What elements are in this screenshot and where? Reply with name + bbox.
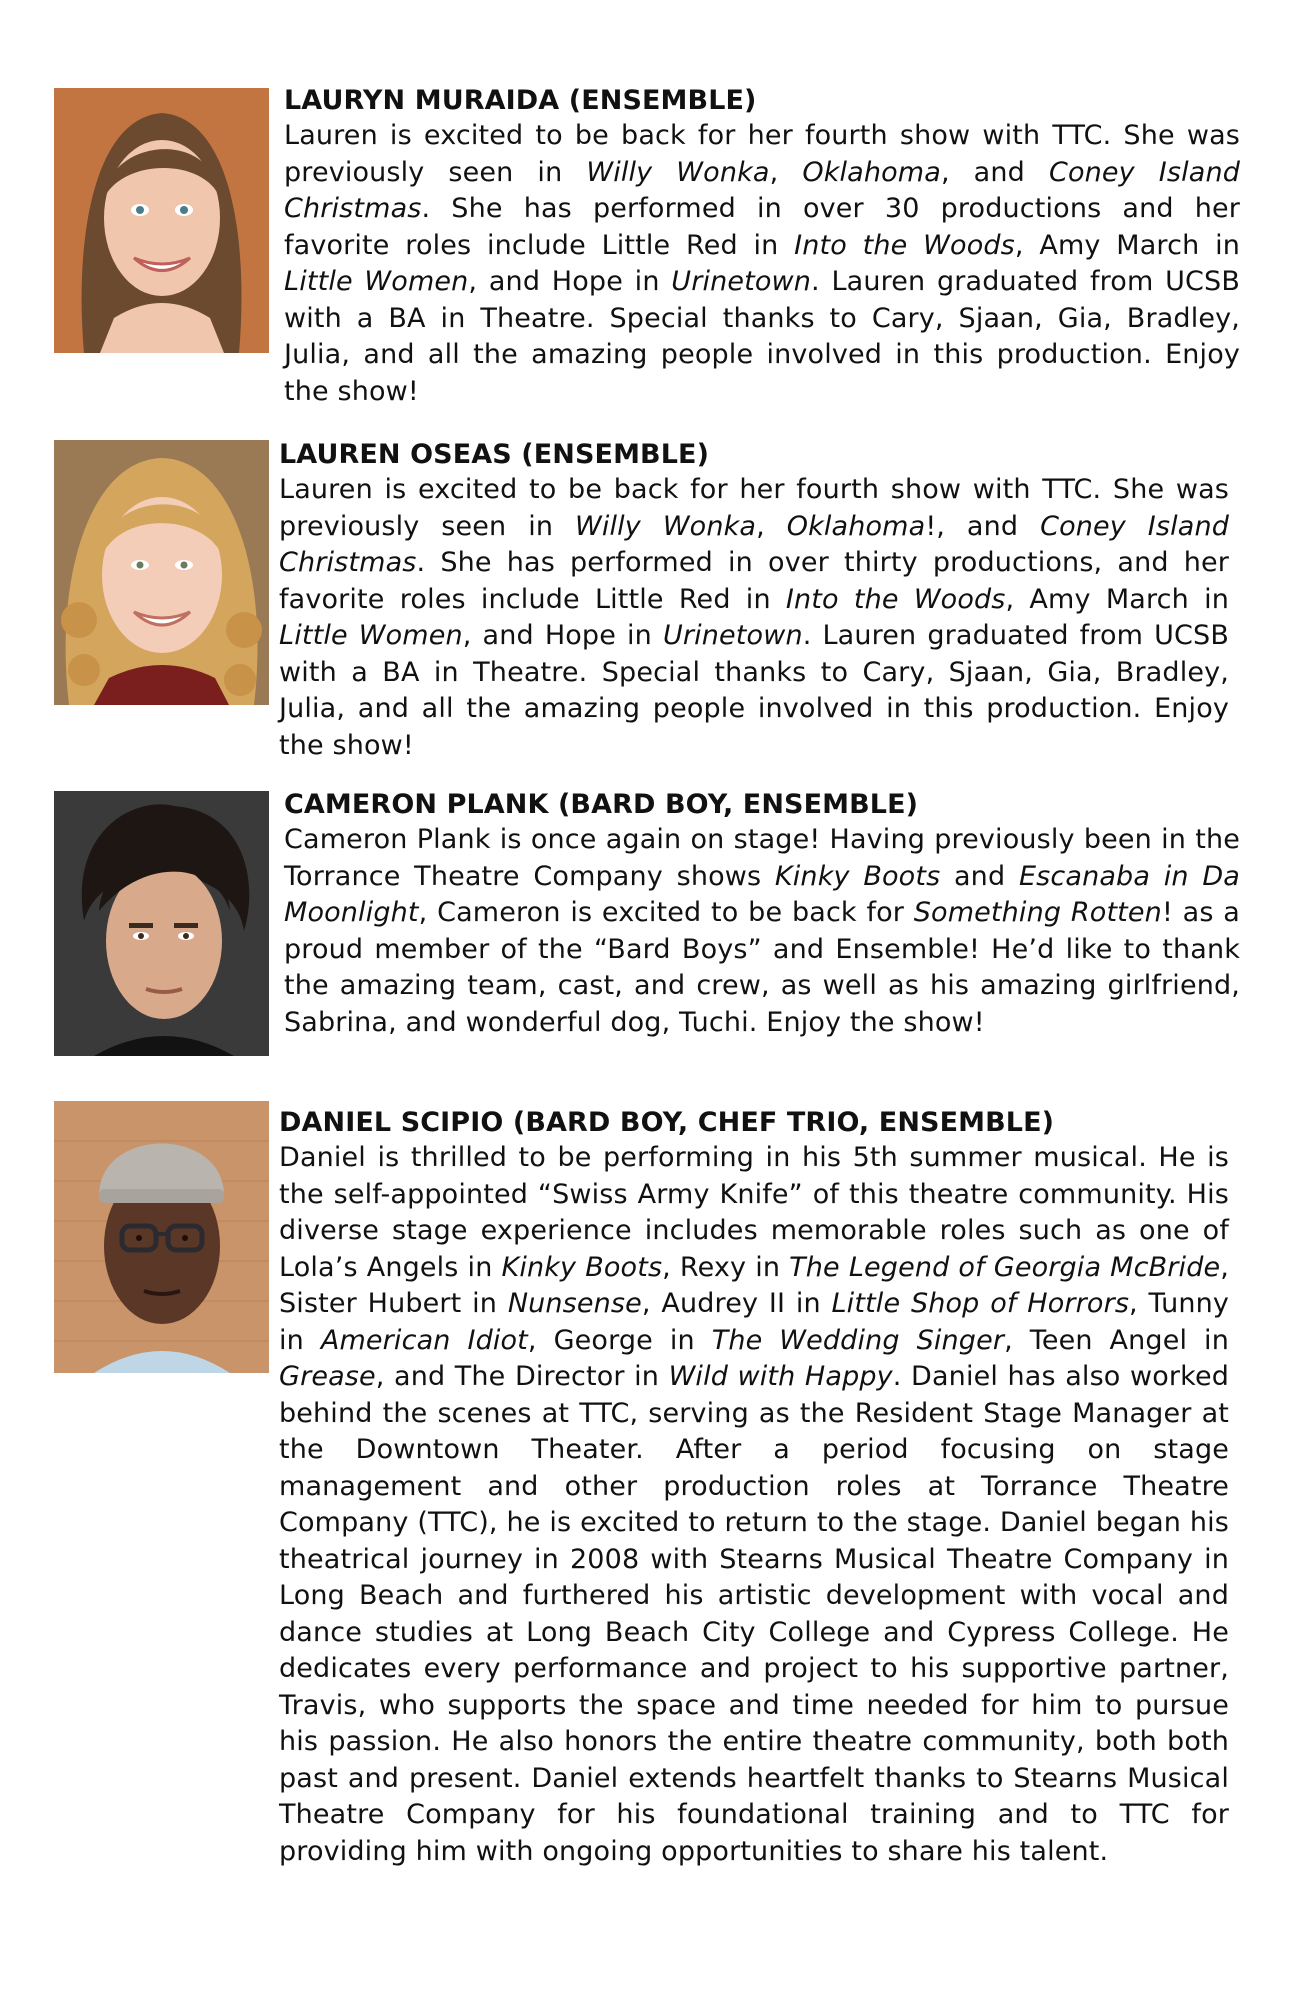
bio-text-run: ! as a proud member of the “Bard Boys” and Ensemble! He’d like to thank the amazing team, cast, and crew, as well as his amazing girlfriend, Sabrina, and wonderful dog, Tuchi. Enjoy the show! [284, 897, 1240, 1038]
bio-text-run: , Tunny in [279, 1288, 1229, 1356]
bio-text-run: . She has performed in over 30 productions and her favorite roles include Little Red in [284, 193, 1240, 261]
show-title: Coney Island Christmas [279, 510, 1230, 578]
bio-text-run: , Sister Hubert in [279, 1251, 1229, 1319]
bio-text-run: , and Hope in [468, 266, 672, 297]
bio-name: DANIEL SCIPIO (BARD BOY, CHEF TRIO, ENSEMBLE) [279, 1107, 1055, 1138]
bio-text-run: . Lauren graduated from UCSB with a BA in Theatre. Special thanks to Cary, Sjaan, Gia, Bradley, Julia, and all the amazing people involved in this production. Enjoy the show! [284, 266, 1240, 407]
bio-text-run: , Amy March in [1005, 583, 1229, 615]
headshot-photo-daniel [54, 1101, 269, 1373]
bio-name: LAURYN MURAIDA (ENSEMBLE) [284, 85, 757, 116]
show-title: Oklahoma [802, 156, 941, 188]
bio-name: CAMERON PLANK (BARD BOY, ENSEMBLE) [284, 789, 919, 820]
show-title: Escanaba in Da Moonlight [284, 860, 1240, 928]
show-title: Into the Woods [785, 583, 1006, 615]
bio-text-run: and [940, 860, 1019, 892]
show-title: Kinky Boots [501, 1251, 663, 1283]
bio-text [284, 822, 1240, 1041]
bio-text-run: , and Hope in [462, 620, 663, 651]
show-title: Into the Woods [794, 229, 1015, 261]
headshot-woman-icon [54, 88, 269, 353]
bio-text-run: , Rexy in [662, 1251, 790, 1283]
show-title: The Wedding Singer [711, 1324, 1005, 1356]
bio-text-run: . Lauren graduated from UCSB with a BA in Theatre. Special thanks to Cary, Sjaan, Gia, Bradley, Julia, and all the amazing people involved in this production. Enjoy the show! [279, 620, 1229, 761]
bio-text [284, 118, 1240, 410]
show-title: The Legend of Georgia McBride [789, 1251, 1221, 1283]
bio-text [279, 472, 1229, 764]
bio-text-run: , Amy March in [1014, 229, 1240, 261]
show-title: Willy Wonka [575, 510, 757, 542]
headshot-photo-lauryn [54, 88, 269, 353]
bio-name: LAUREN OSEAS (ENSEMBLE) [279, 439, 710, 470]
bio-text-run: Lauren is excited to be back for her fourth show with TTC. She was previously seen in [284, 120, 1240, 188]
headshot-man-icon [54, 791, 269, 1056]
bio-text-run: . She has performed in over thirty productions, and her favorite roles include Little Red in [279, 547, 1229, 615]
show-title: Coney Island Christmas [284, 156, 1240, 224]
headshot-woman-icon [54, 440, 269, 705]
show-title: Oklahoma [786, 510, 926, 542]
show-title: Grease [279, 1361, 376, 1392]
show-title: Little Shop of Horrors [831, 1288, 1130, 1319]
show-title: Willy Wonka [586, 156, 770, 188]
show-title: Nunsense [507, 1288, 642, 1319]
show-title: Little Women [284, 266, 469, 297]
bio-text-run: , [756, 510, 787, 542]
bio-text-run: , George in [527, 1324, 712, 1356]
bio-text-run: . Daniel has also worked behind the scenes at TTC, serving as the Resident Stage Manager at the Downtown Theater. After a period focusing on stage management and other production roles at Torrance Theatre Company (TTC), he is excited to return to the stage. Daniel began his theatrical journey in 2008 with Stearns Musical Theatre Company in Long Beach and furthered his artistic development with vocal and dance studies at Long Beach City College and Cypress College. He dedicates every performance and project to his supportive partner, Travis, who supports the space and time needed for him to pursue his passion. He also honors the entire theatre community, both both past and present. Daniel extends heartfelt thanks to Stearns Musical Theatre Company for his foundational training and to TTC for providing him with ongoing opportunities to share his talent. [279, 1361, 1229, 1867]
bio-text-run: , [769, 156, 803, 188]
bio-text-run: , and [940, 156, 1049, 188]
headshot-man-icon [54, 1101, 269, 1373]
show-title: Something Rotten [913, 897, 1162, 928]
bio-text-run: , Teen Angel in [1004, 1324, 1229, 1356]
show-title: Kinky Boots [774, 860, 941, 892]
bio-text-run: , Cameron is excited to be back for [418, 897, 914, 928]
bio-text-run: , Audrey II in [641, 1288, 832, 1319]
headshot-photo-cameron [54, 791, 269, 1056]
show-title: American Idiot [320, 1324, 528, 1356]
show-title: Little Women [279, 620, 463, 651]
bio-text-run: !, and [925, 510, 1041, 542]
show-title: Urinetown [671, 266, 812, 297]
bio-text-run: Cameron Plank is once again on stage! Having previously been in the Torrance Theatre Company shows [284, 824, 1240, 892]
bio-text-run: Lauren is excited to be back for her fourth show with TTC. She was previously seen in [279, 474, 1229, 542]
show-title: Urinetown [662, 620, 803, 651]
show-title: Wild with Happy [668, 1361, 893, 1392]
headshot-photo-lauren [54, 440, 269, 705]
bio-text [279, 1140, 1229, 1870]
bio-text-run: , and The Director in [375, 1361, 669, 1392]
bio-text-run: Daniel is thrilled to be performing in his 5th summer musical. He is the self-appointed “Swiss Army Knife” of this theatre community. His diverse stage experience includes memorable roles such as one of Lola’s Angels in [279, 1142, 1229, 1283]
